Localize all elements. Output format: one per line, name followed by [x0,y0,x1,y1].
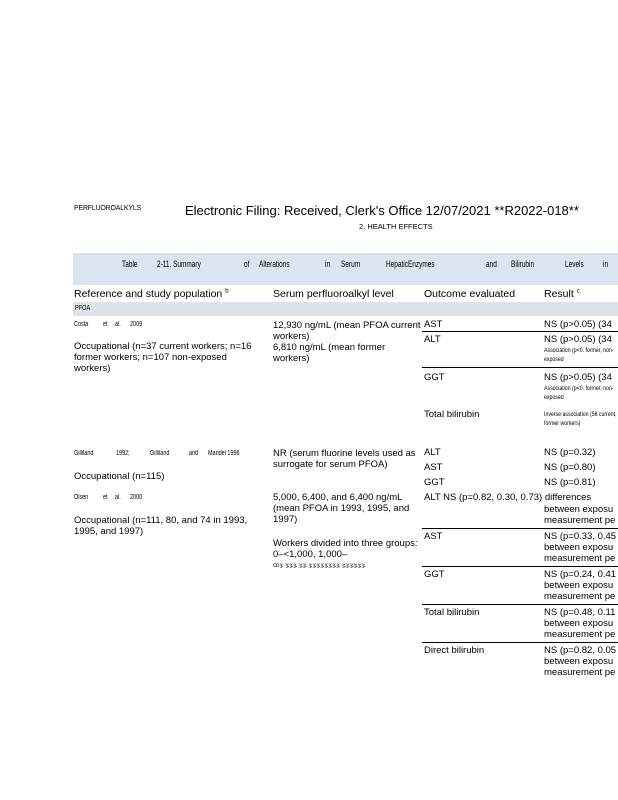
study-reference: 2009 [130,321,143,328]
serum-level: NR (serum fluorine levels used as surrogate for serum PFOA) [273,448,416,470]
filing-banner: Electronic Filing: Received, Clerk's Office 12/07/2021 **R2022-018** [185,203,579,218]
study-reference: 2000 [130,494,143,501]
outcome-cell: AST [424,531,443,542]
result-cell: NS (p>0.05) (34 [544,319,612,330]
study-reference: Costa [74,321,89,328]
outcome-cell: GGT [424,372,445,383]
result-cont: between exposu measurement pe [544,618,616,640]
table-caption-band [73,253,618,285]
section-heading: 2. HEALTH EFFECTS [359,222,433,231]
study-population: Occupational (n=115) [74,471,165,482]
serum-level: 12,930 ng/mL (mean PFOA current workers) 6,810 ng/mL (mean former workers) [273,320,421,364]
outcome-cell: ALT [424,334,441,345]
outcome-cell: GGT [424,477,445,488]
study-reference: et [103,321,108,328]
result-cell: NS (p=0.82, 0.05 [544,645,617,656]
outcome-cell: Total bilirubin [424,607,480,618]
caption-word: Table [122,259,138,269]
footnote-mark: b [225,288,229,295]
result-cont: between exposu measurement pe [544,542,616,564]
row-divider [422,566,618,567]
column-header-text: Result [544,288,574,300]
column-header-outcome: Outcome evaluated [424,288,516,300]
outcome-cell: Direct bilirubin [424,645,485,656]
study-reference: Gilliland [150,450,170,457]
running-head: PERFLUOROALKYLS [74,205,142,212]
row-divider [422,604,618,605]
study-reference: al. [115,321,121,328]
group-band [73,302,618,316]
outcome-cell: Total bilirubin [424,409,480,420]
outcome-cell: AST [424,462,443,473]
result-cell: NS (p>0.05) (34 [544,372,612,383]
serum-level: 5,000, 6,400, and 6,400 ng/mL (mean PFOA in 1993, 1995, and 1997) [273,492,410,525]
caption-word: in [325,259,331,269]
row-divider [422,367,618,368]
footnote-mark: c [576,288,580,295]
result-cell: NS (p=0.48, 0.11 [544,607,616,618]
row-divider [422,642,618,643]
row-divider [422,331,618,332]
column-header-result [544,288,580,300]
result-cell: NS (p=0.81) [544,477,596,488]
study-reference: al. [115,494,121,501]
caption-word: Serum [341,259,361,269]
serum-level-garbled: ꝏ፯ ፯፯፯ ፯፯ ፯፯፯፯፯፯፯፯ ፯፯፯፯፯፯ [273,562,366,569]
study-population: Occupational (n=37 current workers; n=16 former workers; n=107 non-exposed workers) [74,341,252,374]
result-cell: NS (p=0.80) [544,462,596,473]
serum-level-groups: Workers divided into three groups: 0–<1,000, 1,000– [273,538,418,560]
result-cell: NS (p=0.32) [544,447,596,458]
caption-word: Alterations [259,259,290,269]
caption-word: Levels [565,259,584,269]
column-header-reference [74,288,229,300]
result-note: Association (p<0. former, non-exposed [544,385,614,401]
result-cont: between exposu measurement pe [544,504,616,526]
caption-word: 2-11. Summary [157,259,201,269]
outcome-cell: ALT NS (p=0.82, 0.30, 0.73) differences [424,492,592,503]
study-reference: Mandel 1996 [208,450,240,457]
group-label: PFOA [75,305,91,312]
column-header-text: Reference and study population [74,288,223,300]
outcome-cell: GGT [424,569,445,580]
caption-word: Bilirubin [511,259,535,269]
result-cell: NS (p=0.24, 0.41 [544,569,617,580]
column-header-level: Serum perfluoroalkyl level [273,288,394,300]
result-note: Association (p<0. former, non-exposed [544,347,614,363]
outcome-cell: ALT [424,447,441,458]
result-note: Inverse association (56 current, former workers) [544,411,617,427]
study-reference: and [189,450,199,457]
outcome-cell: AST [424,319,443,330]
result-cont: between exposu measurement pe [544,580,616,602]
study-population: Occupational (n=111, 80, and 74 in 1993, 1995, and 1997) [74,515,248,537]
study-reference: 1992; [116,450,130,457]
caption-word: and [486,259,497,269]
study-reference: et [103,494,108,501]
study-reference: Gilliland [74,450,94,457]
row-divider [422,528,618,529]
result-cell: NS (p=0.33, 0.45 [544,531,617,542]
caption-word: in [603,259,609,269]
result-cell: NS (p>0.05) (34 [544,334,612,345]
result-cont: between exposu measurement pe [544,656,616,678]
caption-word: of [244,259,250,269]
study-reference: Olsen [74,494,89,501]
caption-word: HepaticEnzymes [386,259,435,269]
